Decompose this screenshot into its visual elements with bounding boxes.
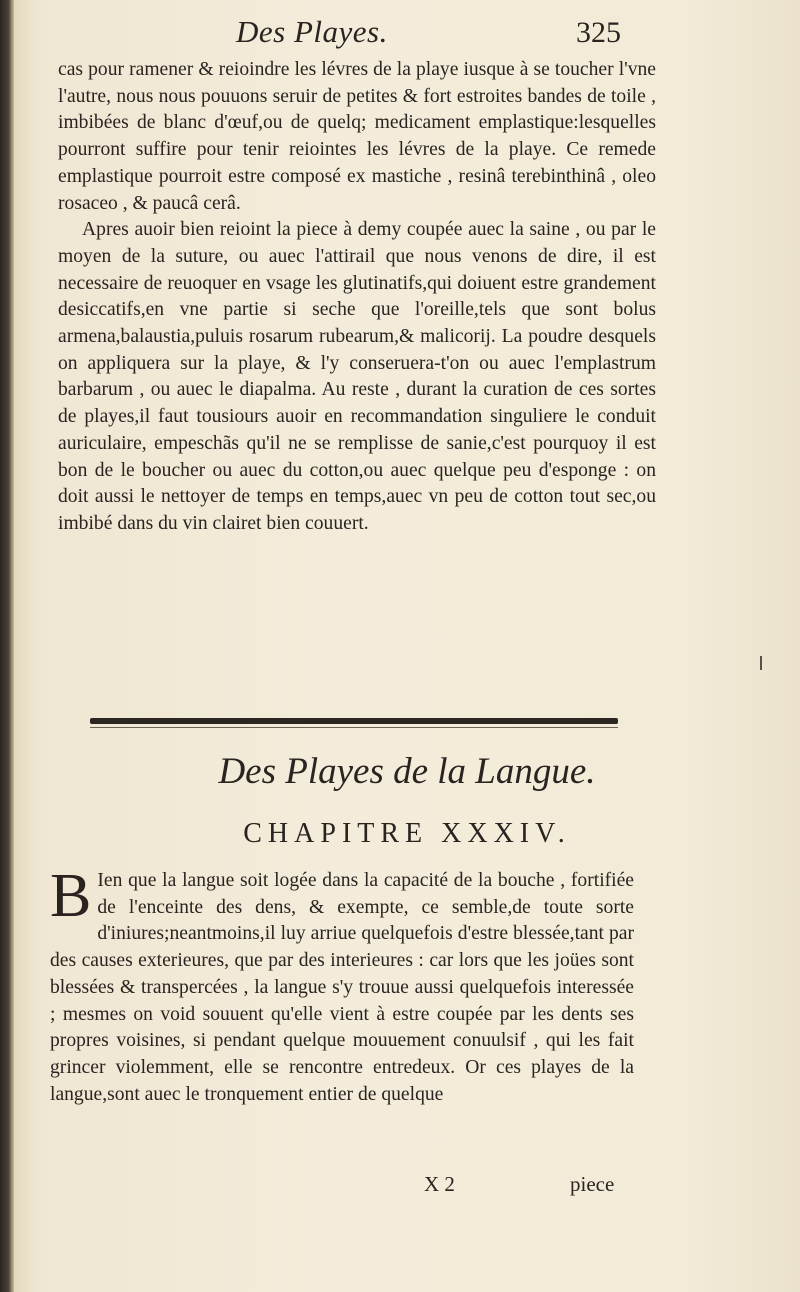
page-number: 325: [576, 16, 621, 49]
margin-mark: [760, 656, 762, 670]
chapter-paragraph: Ien que la langue soit logée dans la capacité de la bouche , fortifiée de l'enceinte des dens, & exempte, ce semble,de toute sorte d'iniures;neantmoins,il luy arriue quelquefois d'estre blessée,tant par des causes exterieures, que par des interieures : car lors que les joües sont blessées & transpercées , la langue s'y trouue aussi quelquefois interessée ; mesmes on void souuent qu'elle vient à estre coupée par les dents ses propres voisines, si pendant quelque mouuement conuulsif , qui les fait grincer violemment, elle se rencontre entredeux. Or ces playes de la langue,sont auec le tronquement entier de quelque: [50, 870, 634, 1105]
drop-cap: B: [50, 862, 92, 930]
running-title: Des Playes.: [236, 14, 388, 49]
catchword: piece: [570, 1172, 615, 1196]
section-divider: [90, 718, 618, 724]
paragraph-1: cas pour ramener & reioindre les lévres de la playe iusque à se toucher l'vne l'autre, nous nous pouuons seruir de petites & fort estroites bandes de toile , imbibées de blanc d'œuf,ou de quelq; medicament emplastique:lesquelles pourront suffire pour tenir reiointes les lévres de la playe. Ce remede emplastique pourroit estre composé ex mastiche , resinâ terebinthinâ , oleo rosaceo , & paucâ cerâ.: [58, 59, 656, 214]
paragraph-2: Apres auoir bien reioint la piece à demy coupée auec la saine , ou par le moyen de la suture, ou auec l'attirail que nous venons de dire, il est necessaire de reuoquer en vsage les glutinatifs,qui doiuent estre grandement desiccatifs,en vne partie si seche que l'oreille,tels que sont bolus armena,balaustia,puluis rosarum rubearum,& malicorij. La poudre desquels on appliquera sur la playe, & l'y conseruera-t'on ou auec l'emplastrum barbarum , ou auec le diapalma. Au reste , durant la curation de ces sortes de playes,il faut tousiours auoir en recommandation singuliere le conduit auriculaire, empeschãs qu'il ne se remplisse de sanie,c'est pourquoy il est bon de le boucher ou auec du cotton,ou auec quelque peu d'esponge : on doit aussi le nettoyer de temps en temps,auec vn peu de cotton tout sec,ou imbibé dans du vin clairet bien couuert.: [58, 219, 656, 534]
body-text: [58, 57, 656, 538]
book-spine: [0, 0, 14, 1292]
chapter-title: Des Playes de la Langue.: [218, 751, 596, 792]
chapter-text: [50, 862, 634, 1108]
section-divider-thin: [90, 727, 618, 728]
page-footer: [14, 1172, 800, 1202]
signature-mark: X 2: [424, 1172, 455, 1196]
page-header: [14, 10, 800, 54]
book-page: [14, 0, 800, 1292]
chapter-number: CHAPITRE XXXIV.: [243, 818, 571, 849]
